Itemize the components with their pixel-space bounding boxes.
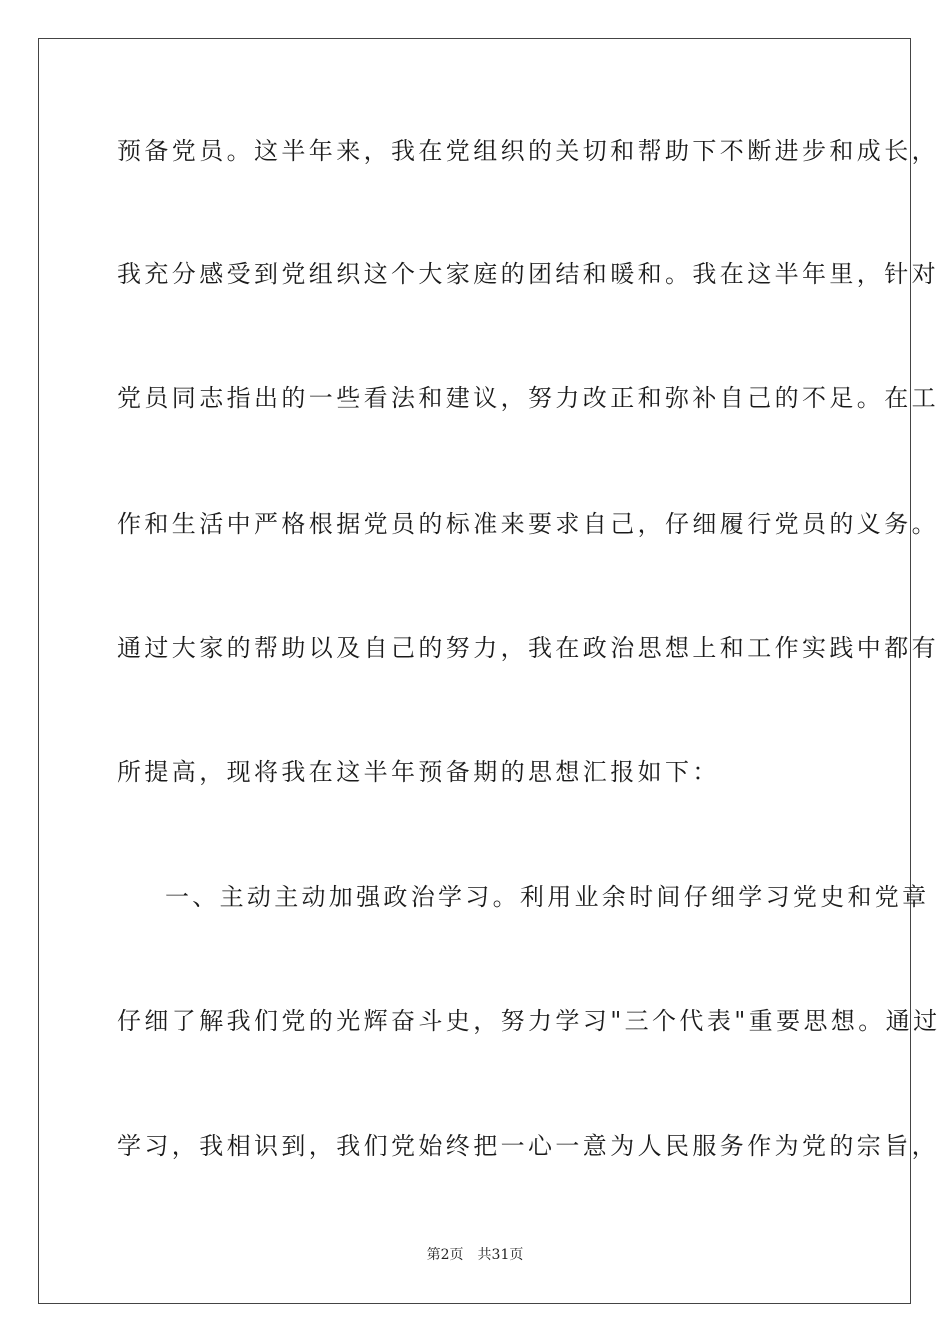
body-text-line-2: 我充分感受到党组织这个大家庭的团结和暖和。我在这半年里，针对 — [117, 260, 939, 288]
page-footer — [0, 1246, 950, 1264]
paragraph-heading-line: 一、主动主动加强政治学习。利用业余时间仔细学习党史和党章 — [165, 883, 930, 911]
body-text-line-4: 作和生活中严格根据党员的标准来要求自己，仔细履行党员的义务。 — [117, 510, 939, 538]
body-text-line-6: 所提高，现将我在这半年预备期的思想汇报如下： — [117, 758, 720, 786]
body-text-line-3: 党员同志指出的一些看法和建议，努力改正和弥补自己的不足。在工 — [117, 384, 939, 412]
body-text-line-5: 通过大家的帮助以及自己的努力，我在政治思想上和工作实践中都有 — [117, 634, 939, 662]
page-number: 第2页 — [426, 1247, 464, 1263]
body-text-line-1: 预备党员。这半年来，我在党组织的关切和帮助下不断进步和成长， — [117, 137, 939, 165]
page-border — [38, 38, 941, 1304]
body-text-line-8: 仔细了解我们党的光辉奋斗史，努力学习"三个代表"重要思想。通过 — [117, 1007, 941, 1035]
page-total: 共31页 — [477, 1247, 524, 1263]
body-text-line-9: 学习，我相识到，我们党始终把一心一意为人民服务作为党的宗旨， — [117, 1132, 939, 1160]
